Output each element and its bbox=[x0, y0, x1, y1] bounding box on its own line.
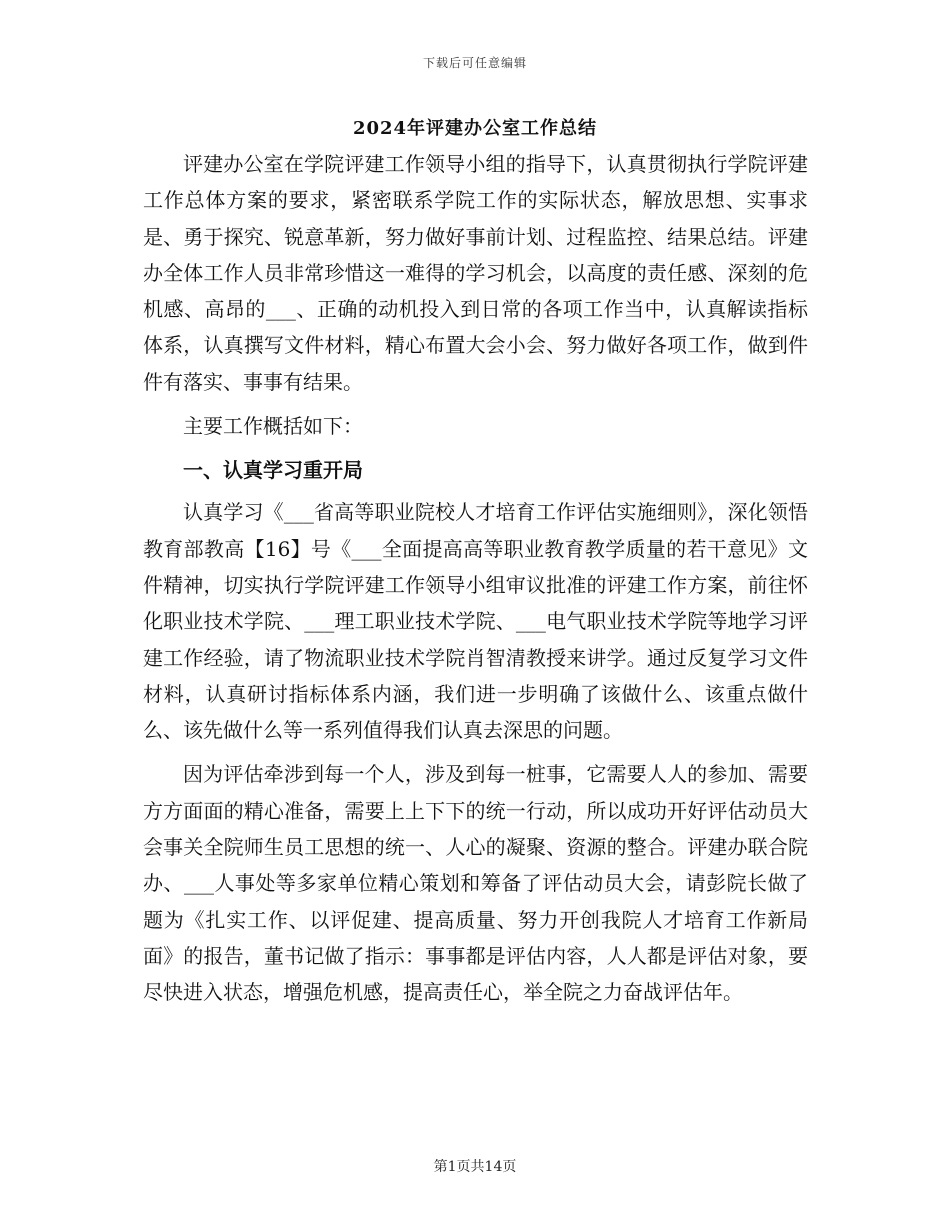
page-number-footer: 第1页共14页 bbox=[433, 1159, 517, 1175]
paragraph-intro: 评建办公室在学院评建工作领导小组的指导下，认真贯彻执行学院评建工作总体方案的要求，紧密联系学院工作的实际状态，解放思想、实事求是、勇于探究、锐意革新，努力做好事前计划、过程监控、结果总结。评建办全体工作人员非常珍惜这一难得的学习机会，以高度的责任感、深刻的危机感、高昂的___、正确的动机投入到日常的各项工作当中，认真解读指标体系，认真撰写文件材料，精心布置大会小会、努力做好各项工作，做到件件有落实、事事有结果。 bbox=[143, 152, 808, 394]
document-title: 2024年评建办公室工作总结 bbox=[352, 118, 598, 139]
page-header-note: 下载后可任意编辑 bbox=[422, 56, 527, 70]
section-heading-1: 一、认真学习重开局 bbox=[183, 458, 363, 483]
paragraph-mobilization: 因为评估牵涉到每一个人，涉及到每一桩事，它需要人人的参加、需要方方面面的精心准备，需要上上下下的统一行动，所以成功开好评估动员大会事关全院师生员工思想的统一、人心的凝聚、资源的整合。评建办联合院办、___人事处等多家单位精心策划和筹备了评估动员大会，请彭院长做了题为《扎实工作、以评促建、提高质量、努力开创我院人才培育工作新局面》的报告，董书记做了指示：事事都是评估内容，人人都是评估对象，要尽快进入状态，增强危机感，提高责任心，举全院之力奋战评估年。 bbox=[143, 762, 808, 1005]
paragraph-study: 认真学习《___省高等职业院校人才培育工作评估实施细则》，深化领悟教育部教高【16】号《___全面提高高等职业教育教学质量的若干意见》文件精神，切实执行学院评建工作领导小组审议批准的评建工作方案，前往怀化职业技术学院、___理工职业技术学院、___电气职业技术学院等地学习评建工作经验，请了物流职业技术学院肖智清教授来讲学。通过反复学习文件材料，认真研讨指标体系内涵，我们进一步明确了该做什么、该重点做什么、该先做什么等一系列值得我们认真去深思的问题。 bbox=[143, 500, 808, 743]
paragraph-summary-lead: 主要工作概括如下： bbox=[183, 414, 363, 439]
document-body bbox=[143, 146, 808, 1019]
